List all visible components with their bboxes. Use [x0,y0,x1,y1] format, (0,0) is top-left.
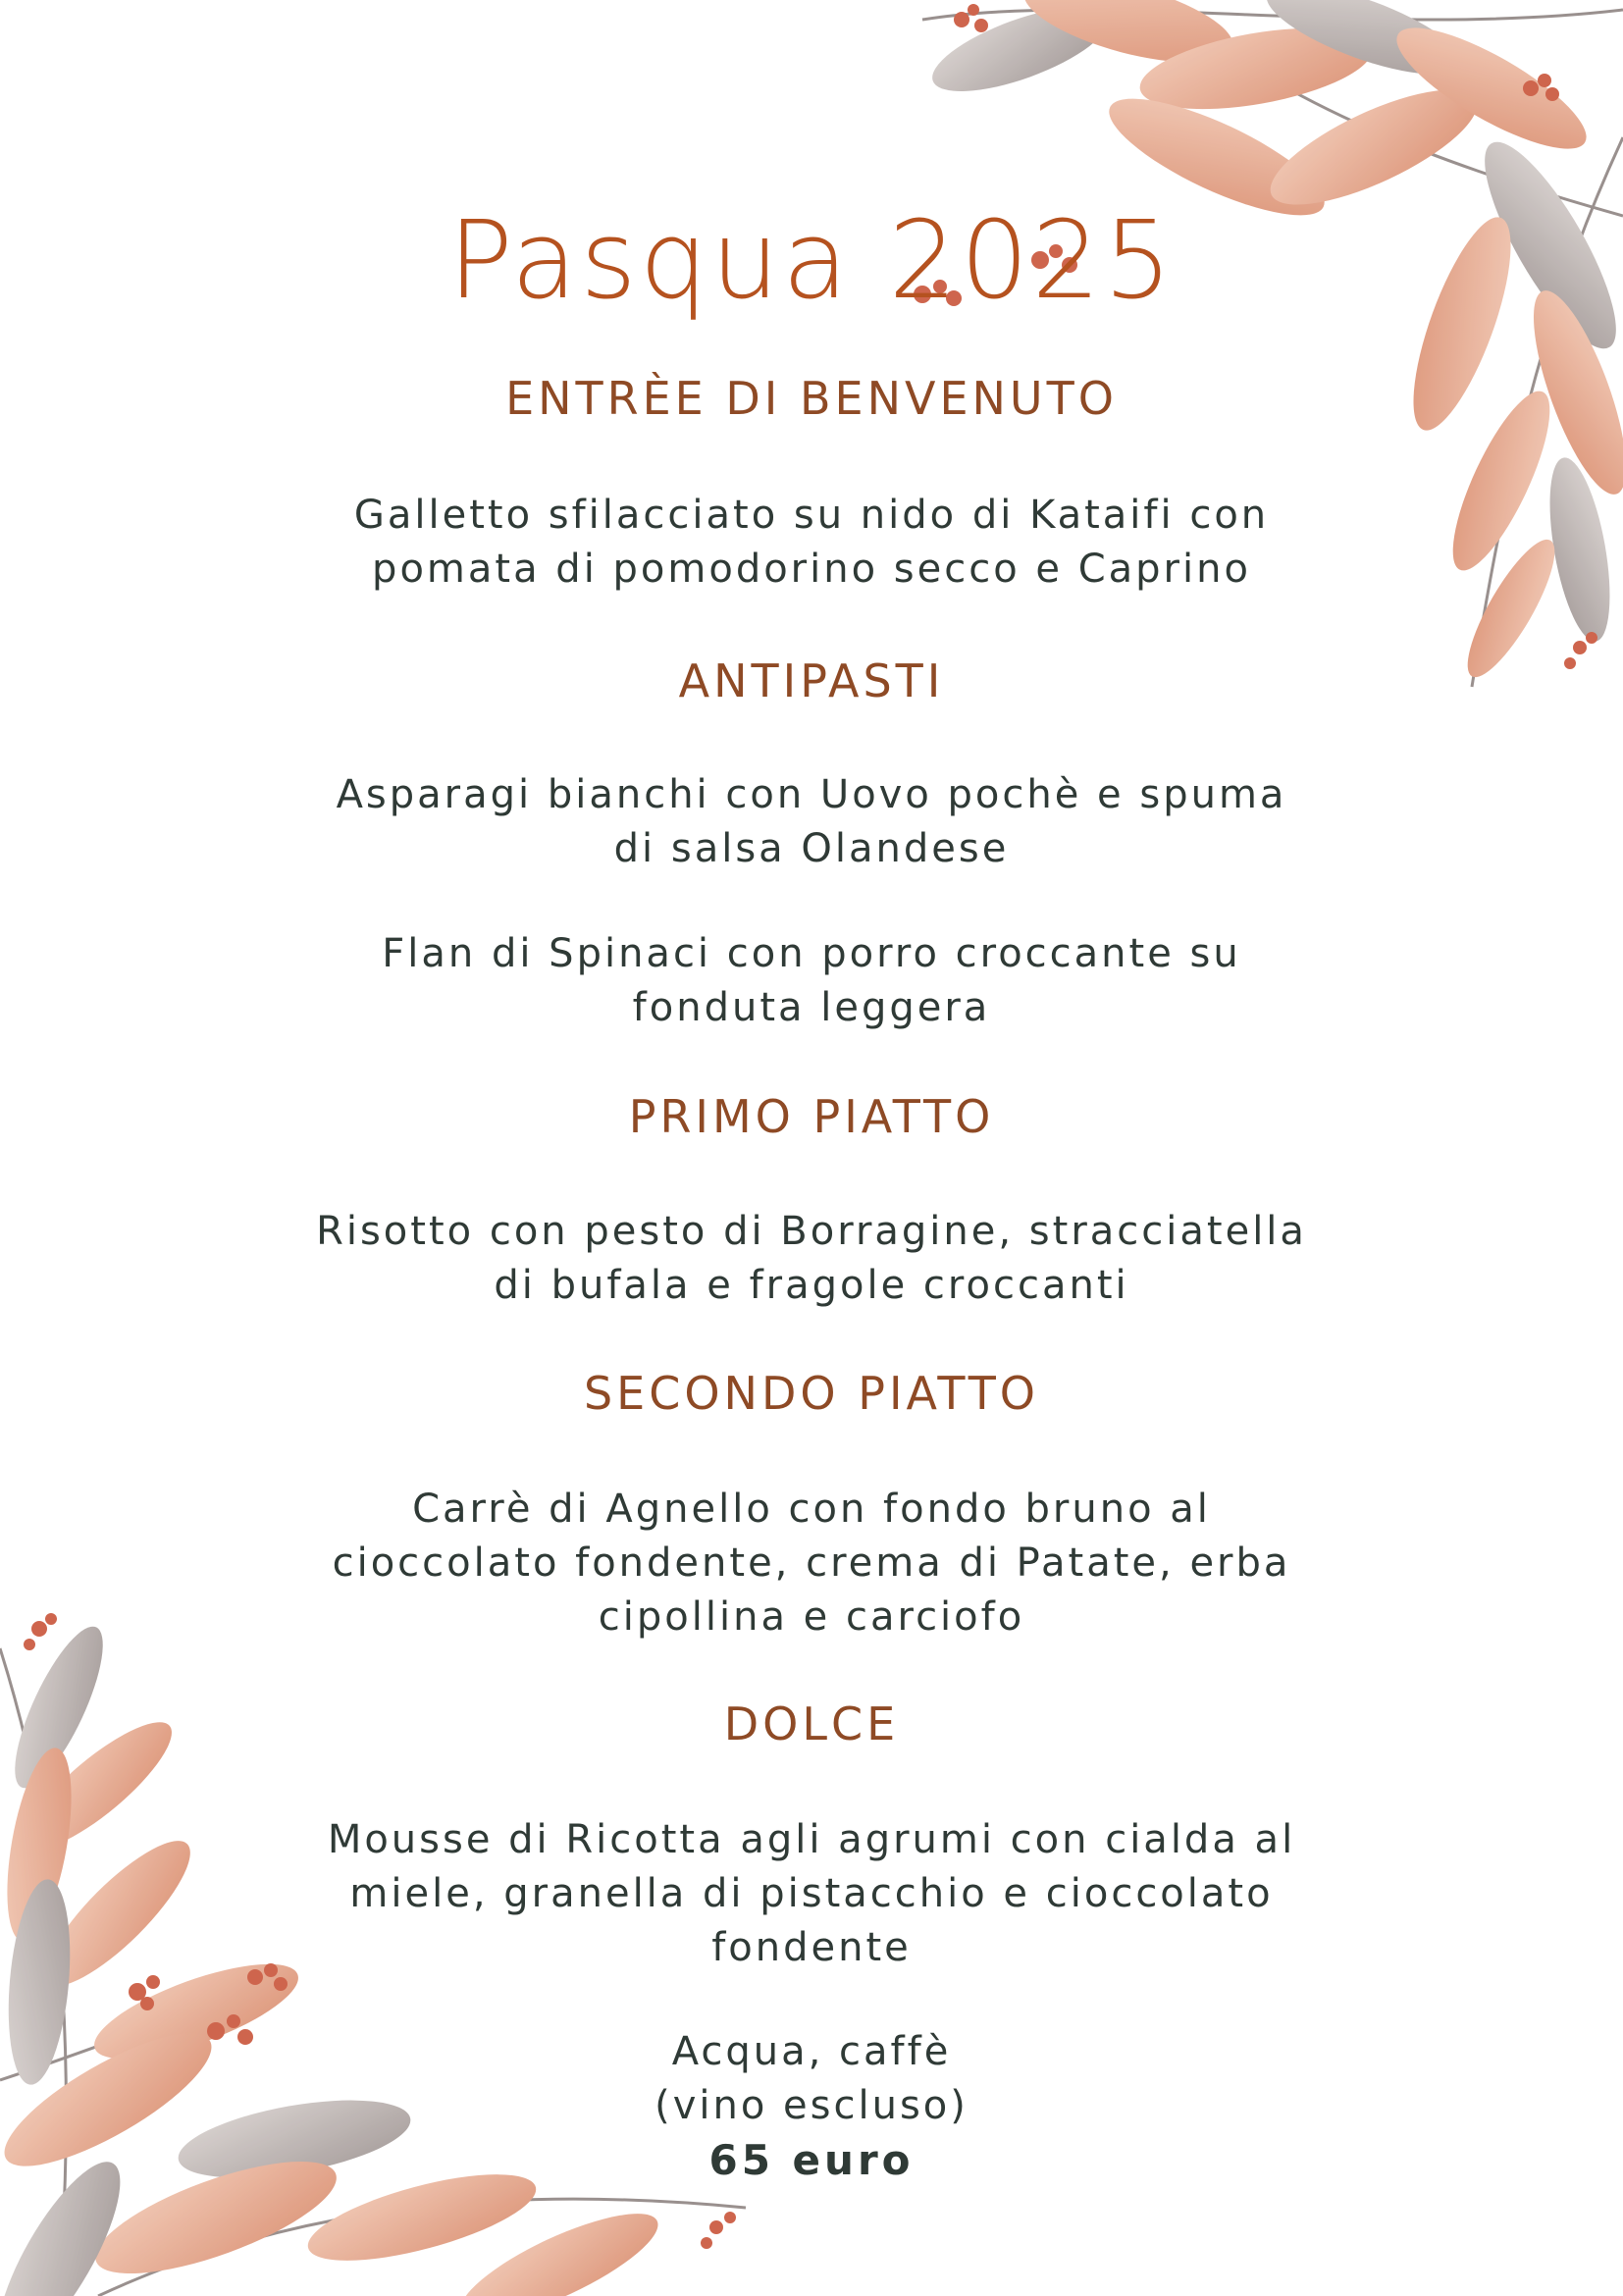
dish-line: cioccolato fondente, crema di Patate, erba [332,1540,1291,1586]
dish-line: Galletto sfilacciato su nido di Kataifi con [353,493,1270,538]
dish-line: miele, granella di pistacchio e cioccolato [349,1871,1274,1916]
extras [196,2025,1427,2133]
dish-entree-1 [196,489,1427,597]
dish-line: di salsa Olandese [613,826,1010,871]
section-heading-antipasti: ANTIPASTI [678,654,945,707]
extras-line: (vino escluso) [654,2083,969,2128]
page-title: Pasqua 2025 [447,197,1176,323]
dish-antipasti-1 [196,768,1427,876]
section-heading-primo: PRIMO PIATTO [628,1090,995,1143]
dish-primo-1 [196,1205,1427,1313]
leaf-decoration-top-right-icon [864,0,1623,706]
dish-line: Flan di Spinaci con porro croccante su [382,931,1241,976]
dish-antipasti-2 [196,927,1427,1035]
dish-line: cipollina e carciofo [598,1594,1025,1640]
dish-line: fonduta leggera [632,985,991,1030]
section-heading-dolce: DOLCE [723,1697,900,1750]
dish-line: Mousse di Ricotta agli agrumi con cialda al [327,1817,1296,1862]
dish-line: di bufala e fragole croccanti [494,1263,1129,1308]
dish-dolce-1 [196,1813,1427,1975]
dish-line: pomata di pomodorino secco e Caprino [372,547,1251,592]
price: 65 euro [708,2136,915,2184]
dish-line: Risotto con pesto di Borragine, stracciatella [316,1209,1307,1254]
extras-line: Acqua, caffè [671,2029,952,2074]
dish-line: Carrè di Agnello con fondo bruno al [412,1487,1211,1532]
dish-secondo-1 [196,1483,1427,1644]
section-heading-secondo: SECONDO PIATTO [583,1367,1040,1420]
section-heading-entree: ENTRÈE DI BENVENUTO [505,372,1118,425]
dish-line: Asparagi bianchi con Uovo pochè e spuma [336,772,1287,817]
dish-line: fondente [711,1925,912,1970]
